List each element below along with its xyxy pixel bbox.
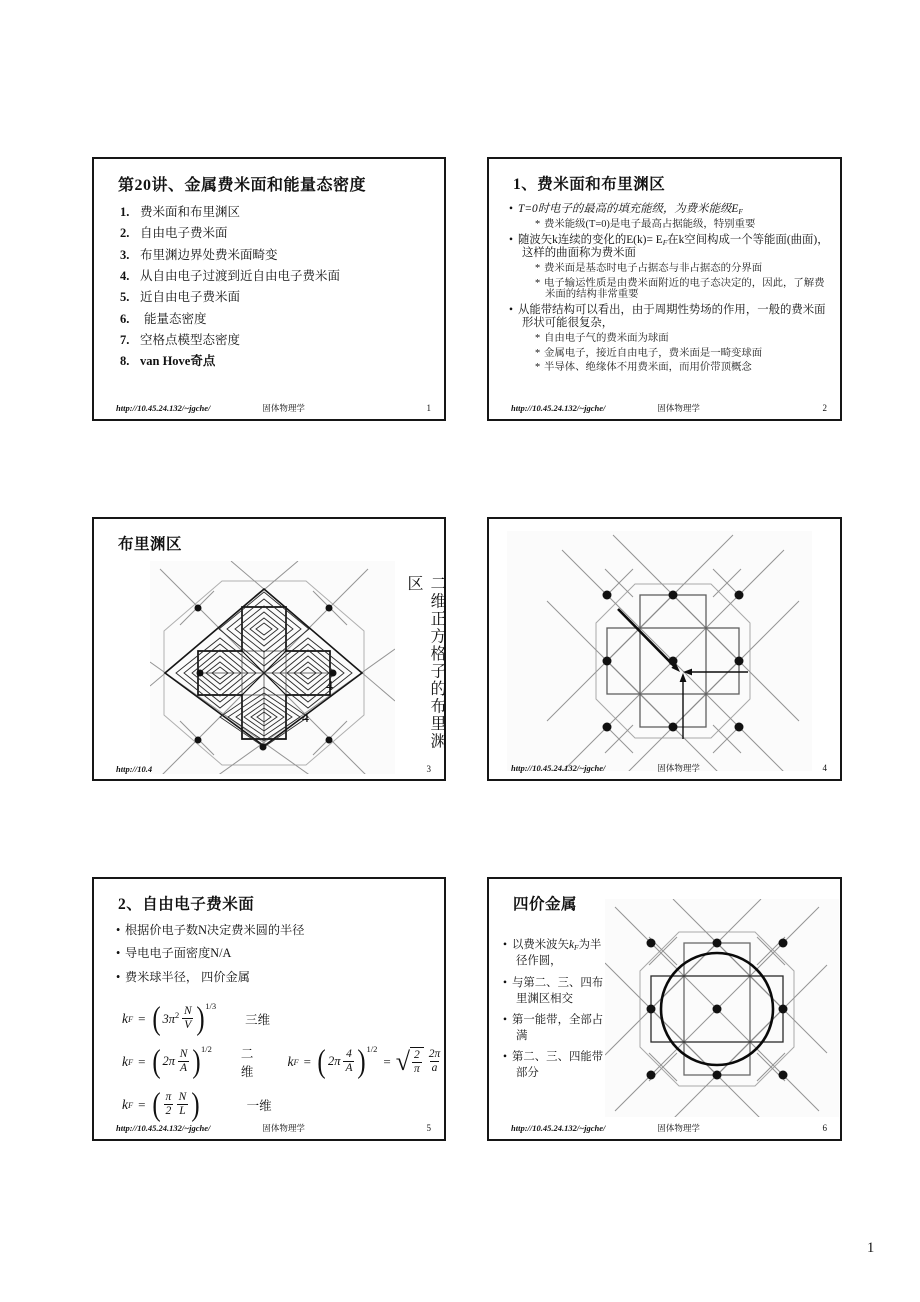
dimension-label: 二维 (240, 1046, 254, 1079)
bullet-list (116, 923, 434, 993)
numerator: N (179, 1048, 188, 1061)
denominator: V (184, 1019, 192, 1031)
item-text: 自由电子费米面 (140, 226, 228, 241)
item-text: 布里渊边界处费米面畸变 (140, 247, 278, 262)
bullet-icon: • (116, 946, 121, 961)
item-number: 4. (120, 269, 130, 284)
slide-2-fermi-surface-bz (487, 157, 842, 421)
numerator: 2π (428, 1048, 441, 1061)
zone-4-label: 4 (302, 711, 309, 726)
bullet-text: 随波矢k连续的变化的E(k)= E (518, 233, 663, 246)
bullet-text: 在k空间构成一个等能面(曲面)，这样的曲面称为费米面 (522, 233, 829, 260)
slide-footer (511, 762, 827, 774)
list-item (120, 227, 432, 240)
slide-number: 4 (822, 763, 827, 773)
bullet-text: 以费米波矢 (512, 939, 569, 951)
kf-symbol: k (287, 1053, 294, 1069)
bullet-icon: • (503, 976, 507, 989)
sub-bullet-item (509, 278, 833, 302)
bullet-text: 费米球半径， 四价金属 (125, 969, 250, 984)
bullet-icon: • (509, 203, 513, 215)
bullet-icon: • (509, 233, 513, 246)
numerator: N (183, 1005, 192, 1018)
bullet-icon: • (509, 303, 513, 316)
slide-3-brillouin-zones (92, 517, 446, 781)
zone-4-label: 4 (326, 679, 333, 694)
coefficient: 3π (162, 1012, 176, 1027)
formula-block (122, 997, 441, 1126)
subscript: F (128, 1099, 134, 1110)
bullet-text: 为半径作圆， (516, 939, 602, 968)
denominator: L (179, 1105, 186, 1117)
denominator: a (431, 1062, 438, 1074)
outline-list (120, 206, 432, 377)
asterisk-icon: * (535, 362, 541, 374)
bullet-item (503, 1012, 609, 1044)
slide-footer (116, 764, 431, 774)
bullet-text: 从能带结构可以看出，由于周期性势场的作用，一般的费米面形状可能很复杂， (518, 303, 826, 330)
variable: k (568, 939, 575, 951)
bullet-icon: • (503, 939, 507, 951)
footer-url: http://10.45.24.132/~jgche/ (511, 1123, 606, 1133)
lattice-points (195, 605, 337, 751)
slide-number: 2 (822, 403, 827, 413)
list-item (120, 334, 432, 347)
footer-course: 固体物理学 (657, 403, 700, 413)
subscript: F (293, 1056, 299, 1067)
list-item (120, 355, 432, 368)
item-number: 3. (120, 247, 130, 262)
denominator: 2 (165, 1105, 172, 1117)
brillouin-zone-construction-diagram (150, 561, 395, 774)
outer-exponent: 1/2 (366, 1043, 378, 1054)
sub-bullet-item (509, 263, 833, 275)
zone-folding-diagram (507, 531, 812, 771)
slide-5-free-electron-fermi-surface (92, 877, 446, 1141)
list-item (120, 206, 432, 219)
equals: = (138, 1010, 146, 1026)
slide-footer (511, 1122, 827, 1134)
footer-url: http://10.4 (116, 764, 153, 774)
bullet-list (509, 203, 833, 377)
dimension-label: 三维 (245, 1012, 271, 1027)
formula-2d: k F = ( 2π $\frac{N}{A}$ ) 1/2 二维 k F = ( 2π $\frac{4}{A}$ ) 1/2 = √ $\frac{2}{\pi}$ $\frac{2\pi}{a}$ (122, 1043, 441, 1080)
denominator: A (345, 1062, 353, 1074)
bullet-icon: • (116, 969, 121, 984)
asterisk-icon: * (535, 263, 541, 275)
sub-bullet-text: 费米面是基态时电子占据态与非占据态的分界面 (544, 263, 763, 275)
sub-bullet-text: 半导体、绝缘体不用费米面，而用价带顶概念 (544, 362, 752, 374)
slide-footer (116, 402, 431, 414)
subscript: F (128, 1013, 134, 1024)
equals: = (138, 1096, 146, 1112)
footer-course: 固体物理学 (657, 763, 700, 773)
denominator: π (413, 1063, 420, 1075)
bullet-item (509, 304, 833, 331)
kf-symbol: k (122, 1010, 128, 1026)
bullet-list (503, 937, 609, 1087)
footer-url: http://10.45.24.132/~jgche/ (511, 403, 606, 413)
asterisk-icon: * (535, 333, 541, 345)
slide-number: 1 (426, 403, 431, 413)
item-text: van Hove奇点 (140, 354, 216, 369)
formula-3d: k F = ( $3\pi^2$ $\frac{N}{V}$ ) 1/3 三维 (122, 1000, 271, 1037)
bullet-text: 导电电子面密度N/A (125, 946, 232, 961)
bullet-text: 第二、三、四能带部分 (512, 1051, 604, 1080)
item-number: 2. (120, 226, 130, 241)
slide-number: 5 (426, 1123, 431, 1133)
slide-title: 四价金属 (513, 896, 578, 913)
item-text: 能量态密度 (144, 311, 207, 326)
asterisk-icon: * (535, 347, 541, 359)
subscript: F (128, 1056, 134, 1067)
slide-number: 6 (822, 1123, 827, 1133)
fermi-circle-svg (605, 899, 839, 1117)
formula-1d: k F = ( $\frac{\pi}{2}$ $\frac{N}{L}$ ) 一维 (122, 1086, 272, 1123)
footer-course: 固体物理学 (657, 1123, 700, 1133)
footer-course: 固体物理学 (262, 1123, 305, 1133)
slide-title: 布里渊区 (118, 536, 183, 553)
denominator: A (180, 1062, 188, 1074)
bullet-text: 第一能带，全部占满 (512, 1013, 604, 1043)
item-text: 空格点模型态密度 (140, 333, 241, 348)
bullet-item (509, 203, 833, 217)
vertical-caption: 二维正方格子的布里渊区 (405, 575, 445, 750)
equals: = (138, 1053, 146, 1069)
slide-4-reciprocal-lattice-construction (487, 517, 842, 781)
bullet-icon: • (116, 923, 121, 937)
bullet-icon: • (503, 1051, 507, 1064)
sub-bullet-item (509, 219, 833, 231)
footer-url: http://10.45.24.132/~jgche/ (116, 403, 211, 413)
bullet-text: T=0时电子的最高的填充能级，为费米能级 (518, 203, 732, 215)
item-text: 近自由电子费米面 (140, 290, 241, 305)
slide-title: 1、费米面和布里渊区 (513, 176, 666, 193)
numerator: π (165, 1091, 172, 1104)
numerator: 4 (346, 1048, 352, 1061)
slide-title: 2、自由电子费米面 (118, 896, 255, 913)
slide-1-outline (92, 157, 446, 421)
item-number: 7. (120, 333, 130, 348)
equals: = (303, 1053, 311, 1069)
document-page-number: 1 (867, 1240, 875, 1256)
kf-symbol: k (122, 1096, 128, 1112)
bullet-item (503, 937, 609, 970)
item-text: 从自由电子过渡到近自由电子费米面 (140, 269, 341, 284)
numerator: N (178, 1091, 187, 1104)
outer-exponent: 1/3 (205, 1000, 217, 1011)
item-number: 5. (120, 290, 130, 305)
bullet-item (503, 975, 609, 1007)
slide-number: 3 (426, 764, 431, 774)
sub-bullet-text: 费米能级(T=0)是电子最高占据能级，特别重要 (544, 219, 756, 231)
numerator: 2 (413, 1049, 420, 1062)
footer-course: 固体物理学 (262, 403, 305, 413)
bullet-text: 与第二、三、四布里渊区相交 (512, 976, 604, 1005)
sub-bullet-text: 金属电子，接近自由电子，费米面是一畸变球面 (544, 347, 763, 359)
zone-folding-svg (507, 531, 812, 771)
item-number: 6. (120, 311, 130, 326)
bullet-item (116, 946, 434, 960)
outer-exponent: 1/2 (201, 1043, 212, 1054)
sub-bullet-item (509, 348, 833, 360)
fermi-circle-diagram (605, 899, 839, 1117)
bullet-item (116, 923, 434, 937)
bullet-text: 根据价电子数N决定费米圆的半径 (125, 923, 305, 937)
slide-footer (116, 1122, 431, 1134)
brillouin-zone-svg (150, 561, 395, 774)
footer-url: http://10.45.24.132/~jgche/ (511, 763, 606, 773)
exponent: 2 (175, 1009, 180, 1020)
variable: E (731, 203, 739, 215)
asterisk-icon: * (535, 219, 541, 231)
coefficient: 2π (327, 1054, 341, 1068)
dimension-label: 一维 (246, 1098, 272, 1113)
list-item (120, 249, 432, 262)
item-number: 1. (120, 205, 130, 219)
list-item (120, 270, 432, 283)
slide-title: 第20讲、金属费米面和能量态密度 (118, 177, 367, 194)
list-item (120, 291, 432, 304)
subscript: F (738, 206, 743, 216)
item-text: 费米面和布里渊区 (140, 205, 241, 219)
bullet-item (509, 234, 833, 261)
subscript: F (662, 237, 668, 247)
sub-bullet-text: 自由电子气的费米面为球面 (544, 333, 669, 345)
bullet-icon: • (503, 1013, 507, 1026)
item-number: 8. (120, 354, 130, 369)
sub-bullet-text: 电子输运性质是由费米面附近的电子态决定的，因此，了解费米面的结构非常重要 (544, 277, 825, 301)
sub-bullet-item (509, 333, 833, 345)
list-item (120, 313, 432, 326)
equals: = (383, 1053, 391, 1069)
subscript: F (574, 942, 579, 952)
kf-symbol: k (122, 1053, 128, 1069)
sub-bullet-item (509, 362, 833, 374)
bullet-item (503, 1049, 609, 1081)
slide-6-tetravalent-metal (487, 877, 842, 1141)
footer-url: http://10.45.24.132/~jgche/ (116, 1123, 211, 1133)
asterisk-icon: * (535, 277, 541, 289)
coefficient: 2π (162, 1054, 176, 1068)
bullet-item (116, 970, 434, 984)
slide-footer (511, 402, 827, 414)
